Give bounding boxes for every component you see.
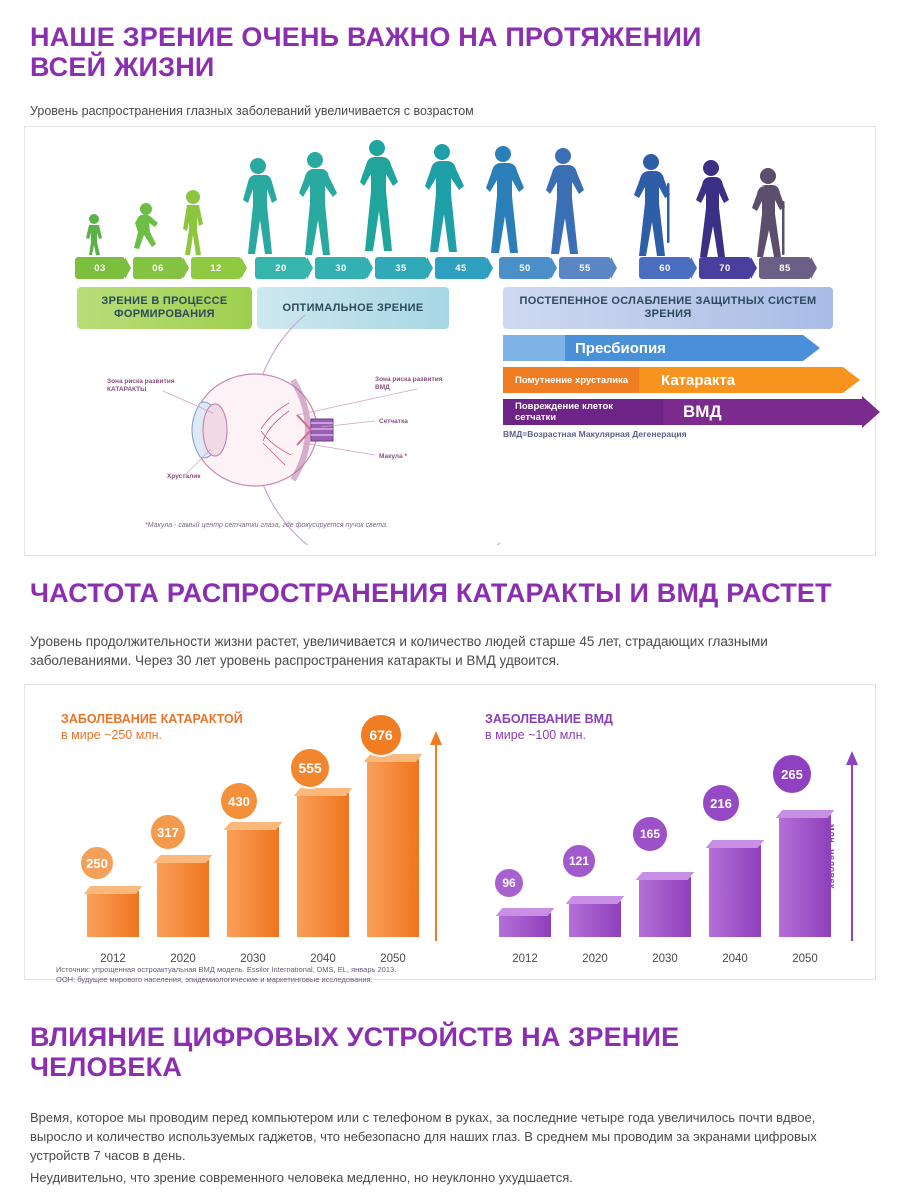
chart-amd-subtitle: в мире ~100 млн. [485, 728, 586, 742]
bar-amd-2012 [499, 913, 551, 937]
block2-title: ЧАСТОТА РАСПРОСТРАНЕНИЯ КАТАРАКТЫ И ВМД РАСТЕТ [30, 578, 832, 608]
arrow-head-icon [843, 367, 860, 393]
age-pill-03: 03 [75, 257, 125, 279]
age-pill-70: 70 [699, 257, 751, 279]
stage-label: ЗРЕНИЕ В ПРОЦЕССЕ ФОРМИРОВАНИЯ [101, 295, 228, 320]
year-label-cataract-2040: 2040 [310, 953, 336, 965]
age-pill-20: 20 [255, 257, 307, 279]
condition-label: ВМД [683, 402, 722, 421]
value-bubble-cataract-2030: 430 [219, 781, 259, 821]
value-bubble-cataract-2012: 250 [79, 845, 115, 881]
age-pill-35: 35 [375, 257, 427, 279]
bar-cataract-2012 [87, 891, 139, 937]
silhouette-age-03 [81, 213, 107, 257]
eye-label-retina: Сетчатка [379, 418, 408, 425]
bar-cataract-2030 [227, 827, 279, 937]
year-label-cataract-2030: 2030 [240, 953, 266, 965]
condition-cataract [503, 367, 843, 393]
block3-body [30, 1108, 860, 1190]
eye-label-cataract-zone: Зона риска развития КАТАРАКТЫ [107, 378, 175, 393]
value-bubble-amd-2020: 121 [561, 843, 597, 879]
block1-title: НАШЕ ЗРЕНИЕ ОЧЕНЬ ВАЖНО НА ПРОТЯЖЕНИИ ВСЕЙ ЖИЗНИ [30, 22, 702, 82]
bar-cataract-2040 [297, 793, 349, 937]
block3-title: ВЛИЯНИЕ ЦИФРОВЫХ УСТРОЙСТВ НА ЗРЕНИЕ ЧЕЛОВЕКА [30, 1022, 680, 1082]
amd-note: ВМД=Возрастная Макулярная Дегенерация [503, 429, 687, 439]
people-row [25, 127, 877, 257]
eye-footnote: *Макула - самый центр сетчатки глаза, где фокусируется пучок света. [145, 522, 389, 529]
year-label-cataract-2050: 2050 [380, 953, 406, 965]
year-label-amd-2020: 2020 [582, 953, 608, 965]
year-label-amd-2030: 2030 [652, 953, 678, 965]
bar-amd-2020 [569, 901, 621, 937]
chart-amd [449, 685, 877, 981]
chart-amd-title: ЗАБОЛЕВАНИЕ ВМД [485, 712, 613, 726]
stage-label: ОПТИМАЛЬНОЕ ЗРЕНИЕ [282, 301, 424, 314]
silhouette-age-06 [129, 202, 163, 257]
value-bubble-amd-2030: 165 [631, 815, 669, 853]
amd-axis-label: млн. человек [827, 823, 837, 889]
bar-amd-2050 [779, 815, 831, 937]
bar-amd-2040 [709, 845, 761, 937]
silhouette-age-12 [179, 189, 207, 257]
age-pill-45: 45 [435, 257, 487, 279]
year-label-amd-2040: 2040 [722, 953, 748, 965]
silhouette-age-45 [423, 143, 467, 257]
age-pill-50: 50 [499, 257, 551, 279]
age-band [75, 257, 835, 279]
value-bubble-cataract-2040: 555 [289, 747, 331, 789]
silhouette-age-30 [297, 151, 339, 257]
arrow-head-icon [803, 335, 820, 361]
arrow-head-icon [862, 396, 880, 428]
amd-axis-arrow-icon [845, 751, 859, 941]
stage-decline [503, 287, 833, 329]
block3-paragraph-2: Неудивительно, что зрение современного человека медленно, но неуклонно ухудшается. [30, 1170, 573, 1185]
block1-subtitle: Уровень распространения глазных заболеваний увеличивается с возрастом [30, 104, 474, 118]
silhouette-age-50 [485, 145, 527, 257]
age-pill-60: 60 [639, 257, 691, 279]
eye-label-lens: Хрусталик [167, 473, 201, 480]
chart-cataract-title: ЗАБОЛЕВАНИЕ КАТАРАКТОЙ [61, 712, 243, 726]
eye-diagram-svg [45, 315, 515, 545]
year-label-amd-2012: 2012 [512, 953, 538, 965]
lifespan-panel [24, 126, 876, 556]
silhouette-age-85 [749, 167, 793, 257]
value-bubble-amd-2012: 96 [493, 867, 525, 899]
year-label-cataract-2020: 2020 [170, 953, 196, 965]
silhouette-age-70 [693, 159, 733, 257]
block3-paragraph-1: Время, которое мы проводим перед компьютером или с телефоном в руках, за последние четыре года увеличилось почти вдвое, выросло и количество используемых гаджетов, что небезопасно для наших глаз. В среднем мы проводим за экранами цифровых устройств 7 часов в день. [30, 1110, 817, 1163]
silhouette-age-20 [241, 157, 279, 257]
stage-label: ПОСТЕПЕННОЕ ОСЛАБЛЕНИЕ ЗАЩИТНЫХ СИСТЕМ ЗРЕНИЯ [519, 295, 817, 320]
sources-note [56, 965, 616, 985]
source-line-1: Источник: упрощенная остроактуальная ВМД модель. Essilor International, DMS, EL, январь 2013. [56, 965, 397, 974]
value-bubble-cataract-2020: 317 [149, 813, 187, 851]
charts-panel [24, 684, 876, 980]
condition-label: Катаракта [661, 371, 736, 389]
age-pill-06: 06 [133, 257, 183, 279]
source-line-2: ООН: будущее мирового населения, эпидемиологические и маркетинговые исследования. [56, 975, 373, 984]
year-label-amd-2050: 2050 [792, 953, 818, 965]
block2-lead: Уровень продолжительности жизни растет, увеличивается и количество людей старше 45 лет, страдающих глазными заболеваниями. Через 30 лет уровень распространения катаракты и ВМД удвоится. [30, 634, 768, 668]
cataract-axis-arrow-icon [429, 731, 443, 941]
year-label-cataract-2012: 2012 [100, 953, 126, 965]
value-bubble-amd-2040: 216 [701, 783, 741, 823]
value-bubble-cataract-2050: 676 [359, 713, 403, 757]
bar-amd-2030 [639, 877, 691, 937]
age-pill-85: 85 [759, 257, 811, 279]
value-bubble-amd-2050: 265 [771, 753, 813, 795]
cataract-axis-label: млн. человек [411, 829, 421, 895]
condition-label-lens-clouding: Помутнение хрусталика [515, 374, 629, 386]
condition-presbyopia [503, 335, 803, 361]
bar-cataract-2020 [157, 860, 209, 937]
condition-amd [503, 399, 863, 425]
silhouette-age-55 [545, 147, 587, 257]
eye-label-amd-zone: Зона риска развития ВМД [375, 376, 443, 391]
age-pill-30: 30 [315, 257, 367, 279]
chart-cataract-subtitle: в мире ~250 млн. [61, 728, 162, 742]
silhouette-age-60 [631, 153, 675, 257]
eye-diagram [45, 315, 515, 545]
age-pill-55: 55 [559, 257, 611, 279]
silhouette-age-35 [359, 139, 401, 257]
age-pill-12: 12 [191, 257, 241, 279]
eye-label-macula: Макула * [379, 453, 407, 460]
condition-label: Пресбиопия [575, 339, 666, 357]
chart-cataract [25, 685, 445, 981]
condition-label-retina-damage: Повреждение клеток сетчатки [515, 401, 614, 423]
